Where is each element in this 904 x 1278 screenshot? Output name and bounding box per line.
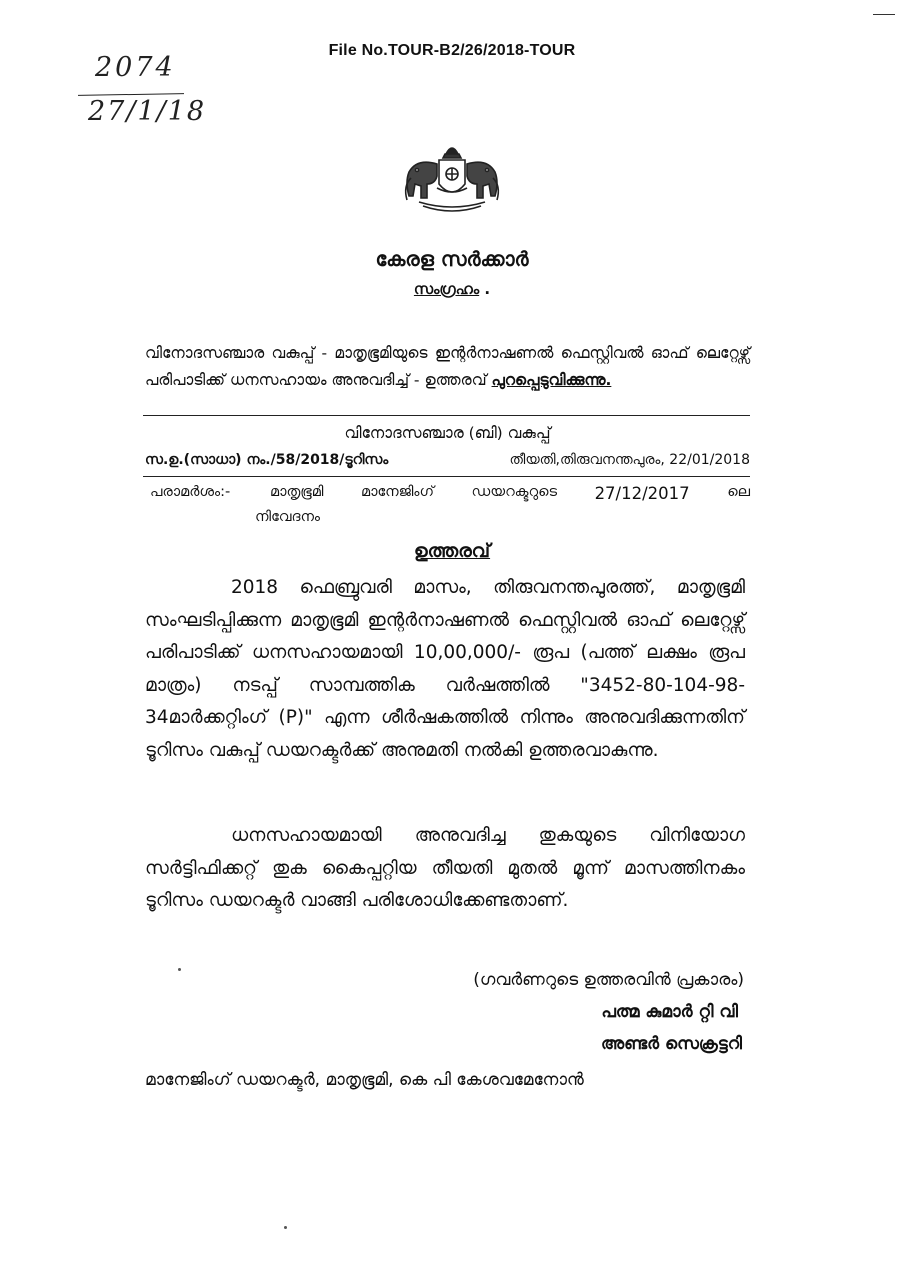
reference-word: മാനേജിംഗ് <box>360 484 434 500</box>
reference-word: ഡയറക്ടറുടെ <box>471 484 557 500</box>
copy-to-recipient: മാനേജിംഗ് ഡയറക്ടർ, മാതൃഭൂമി, കെ പി കേശവമേനോൻ <box>145 1070 584 1090</box>
reference-label: പരാമർശം:- <box>150 484 231 500</box>
department-name: വിനോദസഞ്ചാര (ബി) വകുപ്പ് <box>344 424 551 442</box>
order-reference-line <box>145 452 750 468</box>
signatory-designation: അണ്ടർ സെക്രട്ടറി <box>601 1034 742 1054</box>
reference-word: മാതൃഭൂമി <box>270 484 324 500</box>
corner-mark <box>873 14 895 15</box>
subject-text: വിനോദസഞ്ചാര വകുപ്പ് - മാതൃഭൂമിയുടെ ഇന്റർനാഷണൽ ഫെസ്റ്റിവൽ ഓഫ് ലെറ്റേഴ്സ് പരിപാടിക്ക് ധനസഹായം അനുവദിച്ച് - ഉത്തരവ് <box>145 344 750 389</box>
reference-word: ലെ <box>727 484 750 500</box>
order-heading-label: ഉത്തരവ് <box>413 540 491 562</box>
government-title: കേരള സർക്കാർ <box>375 247 529 271</box>
handwritten-number: 2074 <box>95 52 176 83</box>
subject-divider <box>143 415 750 416</box>
subject-text-end: പുറപ്പെടുവിക്കുന്നു. <box>491 371 612 389</box>
order-date-place: തീയതി,തിരുവനന്തപുരം, 22/01/2018 <box>509 452 750 468</box>
reference-text-continued: നിവേദനം <box>255 509 321 525</box>
order-paragraph-2: ധനസഹായമായി അനുവദിച്ച തുകയുടെ വിനിയോഗ സർട്ടിഫിക്കറ്റ് തുക കൈപ്പറ്റിയ തീയതി മുതൽ മൂന്ന് മാസത്തിനകം ടൂറിസം ഡയറക്ടർ വാങ്ങി പരിശോധിക്കേണ്ടതാണ്. <box>145 825 745 911</box>
reference-date: 27/12/2017 <box>594 484 690 503</box>
by-order-of-governor: (ഗവർണറുടെ ഉത്തരവിൻ പ്രകാരം) <box>473 970 744 990</box>
order-number: സ.ഉ.(സാധാ) നം./58/2018/ടൂറിസം <box>145 452 389 468</box>
reference-divider <box>143 476 750 477</box>
handwritten-date: 27/1/18 <box>88 96 207 127</box>
signatory-name: പത്മ കുമാർ റ്റി വി <box>601 1002 738 1022</box>
kerala-government-emblem-icon <box>397 140 507 220</box>
document-type: സംഗ്രഹം . <box>413 280 491 298</box>
scan-speck <box>284 1226 287 1229</box>
order-heading <box>0 540 904 562</box>
order-paragraph-1: 2018 ഫെബ്രുവരി മാസം, തിരുവനന്തപുരത്ത്, മാതൃഭൂമി സംഘടിപ്പിക്കുന്ന മാതൃഭൂമി ഇന്റർനാഷണൽ ഫെസ്റ്റിവൽ ഓഫ് ലെറ്റേഴ്സ് പരിപാടിക്ക് ധനസഹായമായി 10,00,000/- രൂപ (പത്ത് ലക്ഷം രൂപ മാത്രം) നടപ്പ് സാമ്പത്തിക വർഷത്തിൽ "3452-80-104-98-34മാർക്കറ്റിംഗ് (P)" എന്ന ശീർഷകത്തിൽ നിന്നും അനുവദിക്കുന്നതിന് ടൂറിസം വകുപ്പ് ഡയറക്ടർക്ക് അനുമതി നൽകി ഉത്തരവാകുന്നു. <box>145 577 745 761</box>
document-type-label: സംഗ്രഹം <box>413 280 480 298</box>
order-subject <box>145 340 750 394</box>
reference-text <box>270 484 750 503</box>
file-number: File No.TOUR-B2/26/2018-TOUR <box>328 42 576 59</box>
